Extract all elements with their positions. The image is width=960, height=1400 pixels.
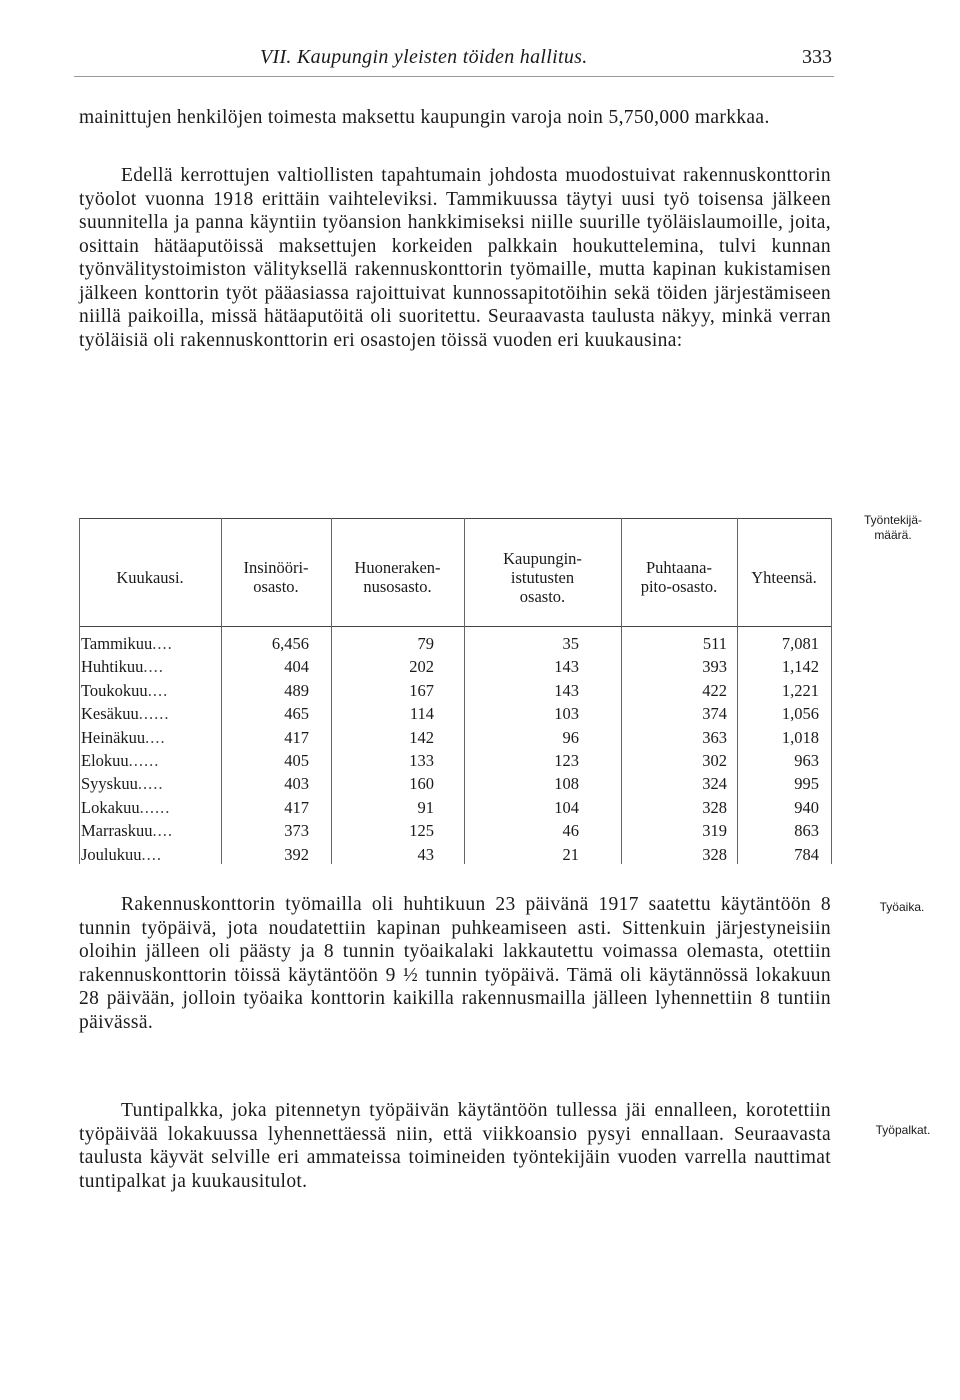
dot-leader: .... (143, 657, 164, 677)
value-cell: 123 (554, 751, 579, 770)
value-cell: 392 (284, 844, 309, 864)
month-cell (81, 749, 219, 772)
month-name: Kesäkuu (81, 704, 139, 724)
table-header-rule (79, 626, 831, 627)
paragraph-1: mainittujen henkilöjen toimesta maksettu kaupungin varoja noin 5,750,000 markkaa. (79, 107, 770, 128)
header-total (737, 534, 831, 620)
header-label: pito-osasto. (640, 577, 718, 596)
value-cell: 363 (702, 727, 727, 747)
paragraph-3: Rakennuskonttorin työmailla oli huhtikuun 23 päivänä 1917 saatettu käytäntöön 8 tunnin työpäivä, jota noudatettiin kapinan puhkeamiseen asti. Sittenkuin järjestyneisiin oloihin jälleen oli päästy ja 8 tunnin työaikalaki lakkautettu voimassa olemasta, otettiin rakennuskonttorin töissä käytäntöön 9 ½ tunnin työpäivä. Tämä oli käytännössä lokakuun 28 päivään, jolloin työaika konttorin kaikilla rakennusmailla jälleen lyhennettiin 8 tuntiin päivässä. (79, 894, 831, 1033)
table-row (79, 655, 831, 678)
month-cell (81, 702, 219, 725)
value-cell: 104 (554, 797, 579, 817)
value-cell: 46 (562, 821, 579, 841)
header-label: osasto. (519, 586, 566, 606)
value-cell: 405 (284, 751, 309, 770)
value-cell: 403 (284, 774, 309, 794)
month-cell (81, 679, 219, 702)
chapter-title: VII. Kaupungin yleisten töiden hallitus. (260, 46, 588, 68)
value-cell: 940 (794, 797, 819, 817)
month-cell (81, 632, 219, 655)
value-cell: 784 (794, 844, 819, 864)
month-cell (81, 796, 219, 819)
value-cell: 422 (702, 680, 727, 700)
header-plantations (464, 534, 621, 620)
dot-leader: ..... (137, 774, 164, 794)
value-cell: 7,081 (781, 634, 819, 653)
running-header (80, 42, 832, 76)
value-cell: 133 (409, 751, 434, 770)
month-name: Syyskuu (81, 774, 138, 794)
workers-table (79, 512, 839, 872)
month-cell (81, 726, 219, 749)
paragraph-4: Tuntipalkka, joka pitennetyn työpäivän käytäntöön tullessa jäi ennalleen, korotettiin työpäivää lokakuussa lyhennettäessä niin, että viikkoansio pysyi ennallaan. Seuraavasta taulusta käyvät selville eri ammateissa toimineiden työntekijäin vuoden varrella nauttimat tuntipalkat ja kuukausitulot. (79, 1100, 831, 1192)
value-cell: 1,056 (781, 704, 819, 724)
value-cell: 489 (284, 680, 309, 700)
dot-leader: ...... (139, 797, 171, 817)
value-cell: 1,142 (781, 657, 819, 677)
value-cell: 160 (409, 774, 434, 794)
month-name: Tammikuu (81, 634, 153, 653)
value-cell: 1,018 (781, 727, 819, 747)
value-cell: 511 (702, 634, 727, 653)
value-cell: 43 (417, 844, 434, 864)
value-cell: 328 (702, 844, 727, 864)
header-building (331, 534, 464, 620)
value-cell: 125 (409, 821, 434, 841)
month-name: Joulukuu (81, 844, 142, 864)
value-cell: 91 (417, 797, 434, 817)
dot-leader: ...... (128, 751, 160, 770)
month-name: Huhtikuu (81, 657, 144, 677)
month-name: Elokuu (81, 751, 129, 770)
dot-leader: ...... (138, 704, 170, 724)
value-cell: 143 (554, 657, 579, 677)
month-name: Marraskuu (81, 821, 153, 841)
header-month (79, 534, 221, 620)
dot-leader: .... (147, 680, 169, 700)
value-cell: 142 (409, 727, 434, 747)
month-name: Toukokuu (81, 680, 148, 700)
table-row (79, 702, 831, 725)
month-cell (81, 655, 219, 678)
value-cell: 6,456 (271, 634, 309, 653)
header-label: Insinööri- (243, 558, 309, 577)
header-label: istutusten (510, 567, 575, 587)
margin-note-workers: Työntekijä-määrä. (863, 513, 923, 542)
value-cell: 324 (702, 774, 727, 794)
header-label: nusosasto. (363, 577, 432, 596)
value-cell: 319 (702, 821, 727, 841)
value-cell: 143 (554, 680, 579, 700)
margin-note-wages: Työpalkat. (875, 1123, 931, 1137)
value-cell: 328 (702, 797, 727, 817)
header-label: Huoneraken- (354, 558, 441, 577)
dot-leader: .... (152, 634, 173, 653)
header-label: Puhtaana- (646, 558, 712, 577)
table-row (79, 819, 831, 842)
value-cell: 963 (794, 751, 819, 770)
header-label: Yhteensä. (751, 567, 817, 587)
value-cell: 373 (284, 821, 309, 841)
table-border-right (831, 518, 832, 864)
table-row (79, 726, 831, 749)
value-cell: 863 (794, 821, 819, 841)
table-row (79, 632, 831, 655)
value-cell: 374 (702, 704, 727, 724)
value-cell: 35 (562, 634, 579, 653)
value-cell: 167 (409, 680, 434, 700)
value-cell: 202 (409, 657, 434, 677)
header-label: osasto. (253, 577, 299, 596)
value-cell: 417 (284, 797, 309, 817)
value-cell: 103 (554, 704, 579, 724)
value-cell: 96 (562, 727, 579, 747)
page-number: 333 (802, 46, 832, 68)
margin-note-working-hours: Työaika. (879, 900, 925, 914)
dot-leader: .... (152, 821, 173, 841)
value-cell: 114 (409, 704, 434, 724)
dot-leader: .... (145, 727, 166, 747)
value-cell: 995 (794, 774, 819, 794)
value-cell: 1,221 (781, 680, 819, 700)
month-name: Lokakuu (81, 797, 140, 817)
value-cell: 417 (284, 727, 309, 747)
table-row (79, 679, 831, 702)
value-cell: 21 (562, 844, 579, 864)
month-cell (81, 819, 219, 842)
value-cell: 302 (702, 751, 727, 770)
paragraph-2: Edellä kerrottujen valtiollisten tapahtumain johdosta muodostuivat rakennuskonttorin työolot vuonna 1918 erittäin vaihteleviksi. Tammikuussa täytyi uusi työ toisensa jälkeen suunnitella ja panna käyntiin työansion hankkimiseksi niille suurille työläislaumoille, joita, osittain hätäaputöissä maksettujen korkeiden palkkain houkuttelemina, tulvi kunnan työnvälitystoimiston välityksellä rakennuskonttorin työmaille, mutta kapinan kukistamisen jälkeen konttorin työt pääasiassa rajoittuivat kunnossapitotöihin sekä töiden järjestämiseen niillä paikoilla, missä hätäaputöitä oli suoritettu. Seuraavasta taulusta näkyy, minkä verran työläisiä oli rakennuskonttorin eri osastojen töissä vuoden eri kuukausina: (79, 165, 831, 351)
table-row (79, 749, 831, 772)
value-cell: 108 (554, 774, 579, 794)
month-cell (81, 843, 219, 866)
header-label: Kaupungin- (503, 548, 582, 568)
header-rule (74, 76, 834, 77)
table-row (79, 796, 831, 819)
table-row (79, 772, 831, 795)
table-row (79, 843, 831, 866)
value-cell: 465 (284, 704, 309, 724)
header-sanitation (621, 534, 737, 620)
value-cell: 393 (702, 657, 727, 677)
table-top-rule (79, 518, 831, 519)
value-cell: 79 (417, 634, 434, 653)
dot-leader: .... (141, 844, 163, 864)
month-cell (81, 772, 219, 795)
header-engineering (221, 534, 331, 620)
value-cell: 404 (284, 657, 309, 677)
month-name: Heinäkuu (81, 727, 146, 747)
header-label: Kuukausi. (116, 567, 184, 587)
